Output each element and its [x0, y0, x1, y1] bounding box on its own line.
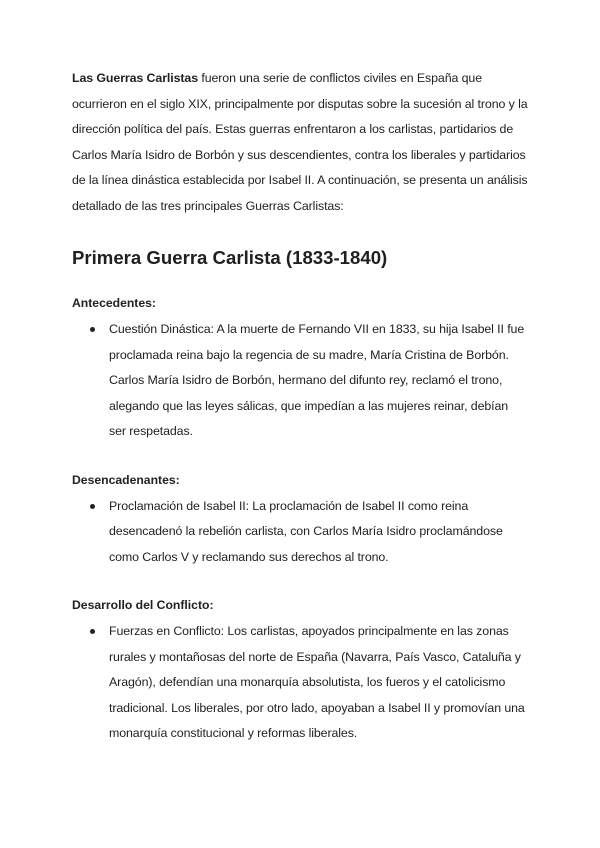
- intro-paragraph: [72, 66, 528, 219]
- bullet-icon: [90, 327, 95, 332]
- list-item: [72, 619, 528, 747]
- bullet-icon: [90, 504, 95, 509]
- intro-text: fueron una serie de conflictos civiles en España que ocurrieron en el siglo XIX, principalmente por disputas sobre la sucesión al trono y la dirección política del país. Estas guerras enfrentaron a los carlistas, partidarios de Carlos María Isidro de Borbón y sus descendientes, contra los liberales y partidarios de la línea dinástica establecida por Isabel II. A continuación, se presenta un análisis detallado de las tres principales Guerras Carlistas:: [72, 71, 528, 213]
- bullet-icon: [90, 629, 95, 634]
- list-item-text: Fuerzas en Conflicto: Los carlistas, apoyados principalmente en las zonas rurales y montañosas del norte de España (Navarra, País Vasco, Cataluña y Aragón), defendían una monarquía absolutista, los fueros y el catolicismo tradicional. Los liberales, por otro lado, apoyaban a Isabel II y promovían una monarquía constitucional y reformas liberales.: [109, 624, 525, 740]
- antecedentes-list: [72, 317, 528, 445]
- desencadenantes-list: [72, 494, 528, 571]
- desarrollo-heading: Desarrollo del Conflicto:: [72, 598, 214, 612]
- desarrollo-list: [72, 619, 528, 747]
- intro-lead: Las Guerras Carlistas: [72, 71, 199, 85]
- list-item-text: Cuestión Dinástica: A la muerte de Fernando VII en 1833, su hija Isabel II fue proclamada reina bajo la regencia de su madre, María Cristina de Borbón. Carlos María Isidro de Borbón, hermano del difunto rey, reclamó el trono, alegando que las leyes sálicas, que impedían a las mujeres reinar, debían ser respetadas.: [109, 322, 525, 438]
- antecedentes-heading: Antecedentes:: [72, 296, 156, 310]
- desencadenantes-heading: Desencadenantes:: [72, 472, 180, 487]
- list-item: [72, 494, 528, 571]
- list-item: [72, 317, 528, 445]
- list-item-text: Proclamación de Isabel II: La proclamación de Isabel II como reina desencadenó la rebelión carlista, con Carlos María Isidro proclamándose como Carlos V y reclamando sus derechos al trono.: [109, 498, 503, 564]
- section-title: Primera Guerra Carlista (1833-1840): [72, 247, 388, 268]
